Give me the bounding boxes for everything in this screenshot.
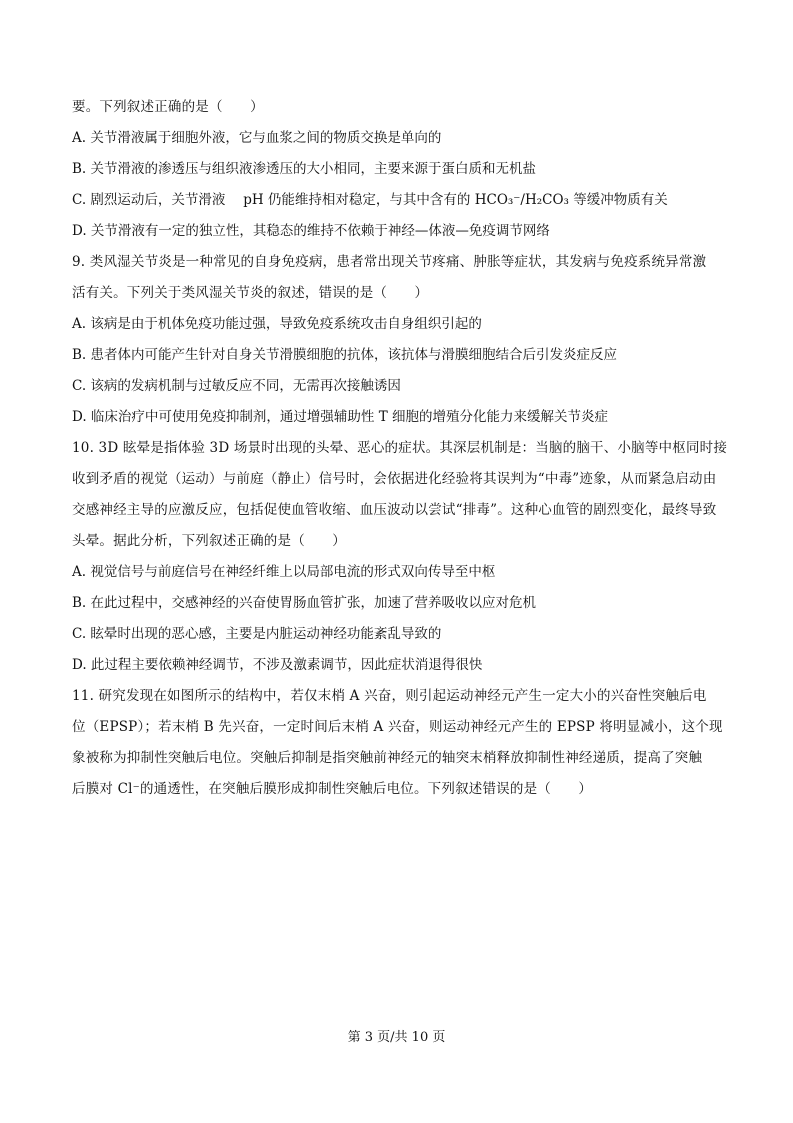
q10-stem-line-3: 交感神经主导的应激反应，包括促使血管收缩、血压波动以尝试“排毒”。这种心血管的剧烈变化，最终导致 [72,502,717,518]
q9-option-b: B. 患者体内可能产生针对自身关节滑膜细胞的抗体，该抗体与滑膜细胞结合后引发炎症反应 [72,347,618,363]
q8-option-c: C. 剧烈运动后，关节滑液 pH 仍能维持相对稳定，与其中含有的 HCO₃⁻/H₂CO₃ 等缓冲物质有关 [72,192,668,208]
q8-option-b: B. 关节滑液的渗透压与组织液渗透压的大小相同，主要来源于蛋白质和无机盐 [72,161,537,177]
q10-option-c: C. 眩晕时出现的恶心感，主要是内脏运动神经功能紊乱导致的 [72,626,442,642]
q10-stem-line-1: 10. 3D 眩晕是指体验 3D 场景时出现的头晕、恶心的症状。其深层机制是：当脑的脑干、小脑等中枢同时接 [72,440,728,456]
q8-option-d: D. 关节滑液有一定的独立性，其稳态的维持不依赖于神经—体液—免疫调节网络 [72,223,550,239]
q10-stem-line-2: 收到矛盾的视觉（运动）与前庭（静止）信号时，会依据进化经验将其误判为“中毒”迹象，从而紧急启动由 [72,471,717,487]
page-footer: 第 3 页/共 10 页 [347,1030,446,1045]
question-content [72,92,732,805]
q9-option-c: C. 该病的发病机制与过敏反应不同，无需再次接触诱因 [72,378,401,394]
q11-stem-line-4: 后膜对 Cl⁻的通透性，在突触后膜形成抑制性突触后电位。下列叙述错误的是（ ） [72,781,593,797]
q9-option-d: D. 临床治疗中可使用免疫抑制剂，通过增强辅助性 T 细胞的增殖分化能力来缓解关节炎症 [72,409,609,425]
q9-stem-line-2: 活有关。下列关于类风湿关节炎的叙述，错误的是（ ） [72,285,429,301]
q9-option-a: A. 该病是由于机体免疫功能过强，导致免疫系统攻击自身组织引起的 [72,316,482,332]
q11-stem-line-2: 位（EPSP）；若末梢 B 先兴奋，一定时间后末梢 A 兴奋，则运动神经元产生的 EPSP 将明显减小，这个现 [72,719,723,735]
q10-option-b: B. 在此过程中，交感神经的兴奋使胃肠血管扩张，加速了营养吸收以应对危机 [72,595,537,611]
q11-stem-line-3: 象被称为抑制性突触后电位。突触后抑制是指突触前神经元的轴突末梢释放抑制性神经递质，提高了突触 [72,750,703,766]
q10-stem-line-4: 头晕。据此分析，下列叙述正确的是（ ） [72,533,346,549]
q8-option-a: A. 关节滑液属于细胞外液，它与血浆之间的物质交换是单向的 [72,130,442,146]
q9-stem-line-1: 9. 类风湿关节炎是一种常见的自身免疫病，患者常出现关节疼痛、肿胀等症状，其发病与免疫系统异常激 [72,254,707,270]
q11-stem-line-1: 11. 研究发现在如图所示的结构中，若仅末梢 A 兴奋，则引起运动神经元产生一定大小的兴奋性突触后电 [72,688,707,704]
q10-option-a: A. 视觉信号与前庭信号在神经纤维上以局部电流的形式双向传导至中枢 [72,564,496,580]
q10-option-d: D. 此过程主要依赖神经调节，不涉及激素调节，因此症状消退得很快 [72,657,483,673]
q8-stem-tail: 要。下列叙述正确的是（ ） [72,99,264,115]
